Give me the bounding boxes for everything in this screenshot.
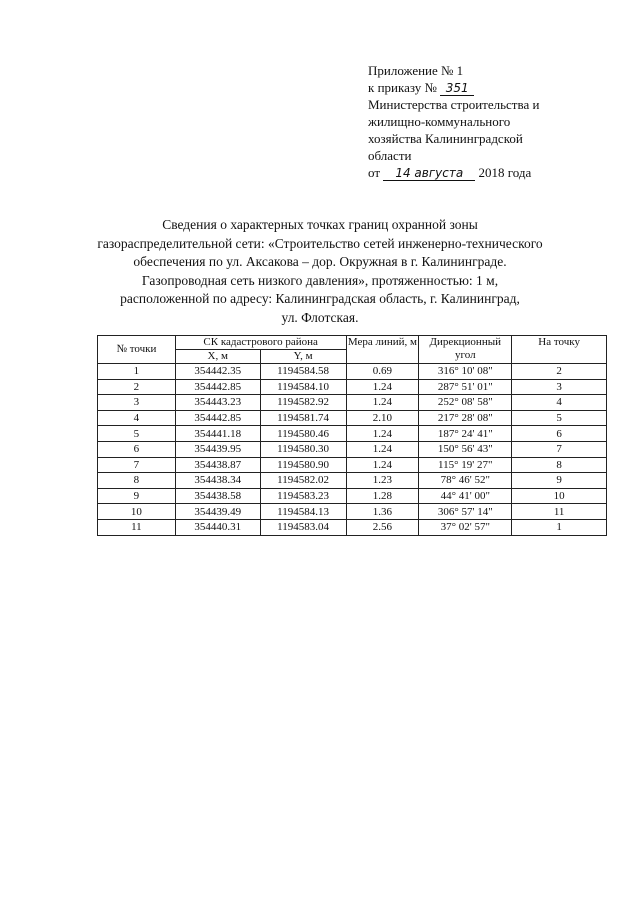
measure-cell: 1.36	[346, 504, 419, 520]
ministry-line-2: жилищно-коммунального	[368, 114, 511, 129]
table-row	[98, 426, 607, 442]
table-row	[98, 364, 607, 380]
to-point-cell: 9	[512, 473, 607, 489]
direction-cell: 187° 24' 41"	[419, 426, 512, 442]
header-point-no: № точки	[98, 336, 176, 364]
y-cell: 1194584.13	[260, 504, 346, 520]
y-cell: 1194583.04	[260, 519, 346, 535]
y-cell: 1194584.10	[260, 379, 346, 395]
point-no-cell: 7	[98, 457, 176, 473]
y-cell: 1194582.92	[260, 395, 346, 411]
y-cell: 1194582.02	[260, 473, 346, 489]
to-point-cell: 8	[512, 457, 607, 473]
point-no-cell: 11	[98, 519, 176, 535]
x-cell: 354438.34	[175, 473, 260, 489]
y-cell: 1194583.23	[260, 488, 346, 504]
point-no-cell: 6	[98, 441, 176, 457]
y-cell: 1194581.74	[260, 410, 346, 426]
point-no-cell: 4	[98, 410, 176, 426]
order-line	[368, 79, 618, 96]
x-cell: 354443.23	[175, 395, 260, 411]
measure-cell: 1.24	[346, 441, 419, 457]
measure-cell: 1.24	[346, 457, 419, 473]
heading-line-1: Сведения о характерных точках границ охранной зоны	[162, 217, 478, 232]
heading-line-3: обеспечения по ул. Аксакова – дор. Окружная в г. Калининграде.	[133, 254, 507, 269]
point-no-cell: 8	[98, 473, 176, 489]
direction-cell: 115° 19' 27"	[419, 457, 512, 473]
direction-cell: 287° 51' 01"	[419, 379, 512, 395]
direction-cell: 316° 10' 08"	[419, 364, 512, 380]
y-cell: 1194580.46	[260, 426, 346, 442]
direction-cell: 306° 57' 14"	[419, 504, 512, 520]
header-x: X, м	[175, 350, 260, 364]
boundary-points-table	[97, 335, 607, 536]
to-point-cell: 11	[512, 504, 607, 520]
direction-cell: 37° 02' 57"	[419, 519, 512, 535]
table-row	[98, 457, 607, 473]
header-to-point: На точку	[512, 336, 607, 364]
measure-cell: 1.28	[346, 488, 419, 504]
date-suffix: 2018 года	[478, 165, 532, 180]
to-point-cell: 2	[512, 364, 607, 380]
x-cell: 354438.58	[175, 488, 260, 504]
table-row	[98, 410, 607, 426]
heading-line-5: расположенной по адресу: Калининградская область, г. Калининград,	[120, 291, 520, 306]
order-prefix: к приказу №	[368, 80, 437, 95]
y-cell: 1194580.30	[260, 441, 346, 457]
to-point-cell: 5	[512, 410, 607, 426]
ministry-line-3: хозяйства Калининградской	[368, 131, 523, 146]
x-cell: 354439.49	[175, 504, 260, 520]
direction-cell: 44° 41' 00"	[419, 488, 512, 504]
header-y: Y, м	[260, 350, 346, 364]
table-row	[98, 379, 607, 395]
document-heading	[60, 216, 580, 327]
x-cell: 354440.31	[175, 519, 260, 535]
header-sk: СК кадастрового района	[175, 336, 346, 350]
x-cell: 354442.85	[175, 410, 260, 426]
measure-cell: 0.69	[346, 364, 419, 380]
date-line	[368, 164, 618, 181]
table-row	[98, 504, 607, 520]
to-point-cell: 10	[512, 488, 607, 504]
appendix-block	[368, 62, 618, 181]
measure-cell: 2.10	[346, 410, 419, 426]
heading-line-4: Газопроводная сеть низкого давления», протяженностью: 1 м,	[141, 272, 499, 288]
table-row	[98, 519, 607, 535]
table-row	[98, 441, 607, 457]
to-point-cell: 6	[512, 426, 607, 442]
y-cell: 1194584.58	[260, 364, 346, 380]
point-no-cell: 9	[98, 488, 176, 504]
ministry-line-1: Министерства строительства и	[368, 97, 540, 112]
direction-cell: 252° 08' 58"	[419, 395, 512, 411]
point-no-cell: 1	[98, 364, 176, 380]
to-point-cell: 4	[512, 395, 607, 411]
table-row	[98, 395, 607, 411]
appendix-title: Приложение № 1	[368, 63, 464, 78]
date-prefix: от	[368, 165, 381, 180]
to-point-cell: 7	[512, 441, 607, 457]
ministry-line-4: области	[368, 148, 412, 163]
header-direction: Дирекционный угол	[419, 336, 512, 364]
table-row	[98, 488, 607, 504]
direction-cell: 150° 56' 43"	[419, 441, 512, 457]
measure-cell: 1.24	[346, 426, 419, 442]
x-cell: 354441.18	[175, 426, 260, 442]
point-no-cell: 2	[98, 379, 176, 395]
to-point-cell: 1	[512, 519, 607, 535]
measure-cell: 1.23	[346, 473, 419, 489]
x-cell: 354442.85	[175, 379, 260, 395]
point-no-cell: 10	[98, 504, 176, 520]
table-body	[98, 364, 607, 536]
table-row	[98, 473, 607, 489]
direction-cell: 78° 46' 52"	[419, 473, 512, 489]
x-cell: 354442.35	[175, 364, 260, 380]
x-cell: 354439.95	[175, 441, 260, 457]
y-cell: 1194580.90	[260, 457, 346, 473]
measure-cell: 1.24	[346, 379, 419, 395]
point-no-cell: 3	[98, 395, 176, 411]
measure-cell: 1.24	[346, 395, 419, 411]
heading-line-6: ул. Флотская.	[281, 309, 359, 325]
to-point-cell: 3	[512, 379, 607, 395]
direction-cell: 217° 28' 08"	[419, 410, 512, 426]
order-number-handwritten: 351	[440, 81, 474, 96]
date-handwritten: 14 августа	[383, 166, 475, 181]
measure-cell: 2.56	[346, 519, 419, 535]
x-cell: 354438.87	[175, 457, 260, 473]
header-measure: Мера линий, м	[346, 336, 419, 364]
point-no-cell: 5	[98, 426, 176, 442]
heading-line-2: газораспределительной сети: «Строительство сетей инженерно-технического	[97, 235, 543, 251]
